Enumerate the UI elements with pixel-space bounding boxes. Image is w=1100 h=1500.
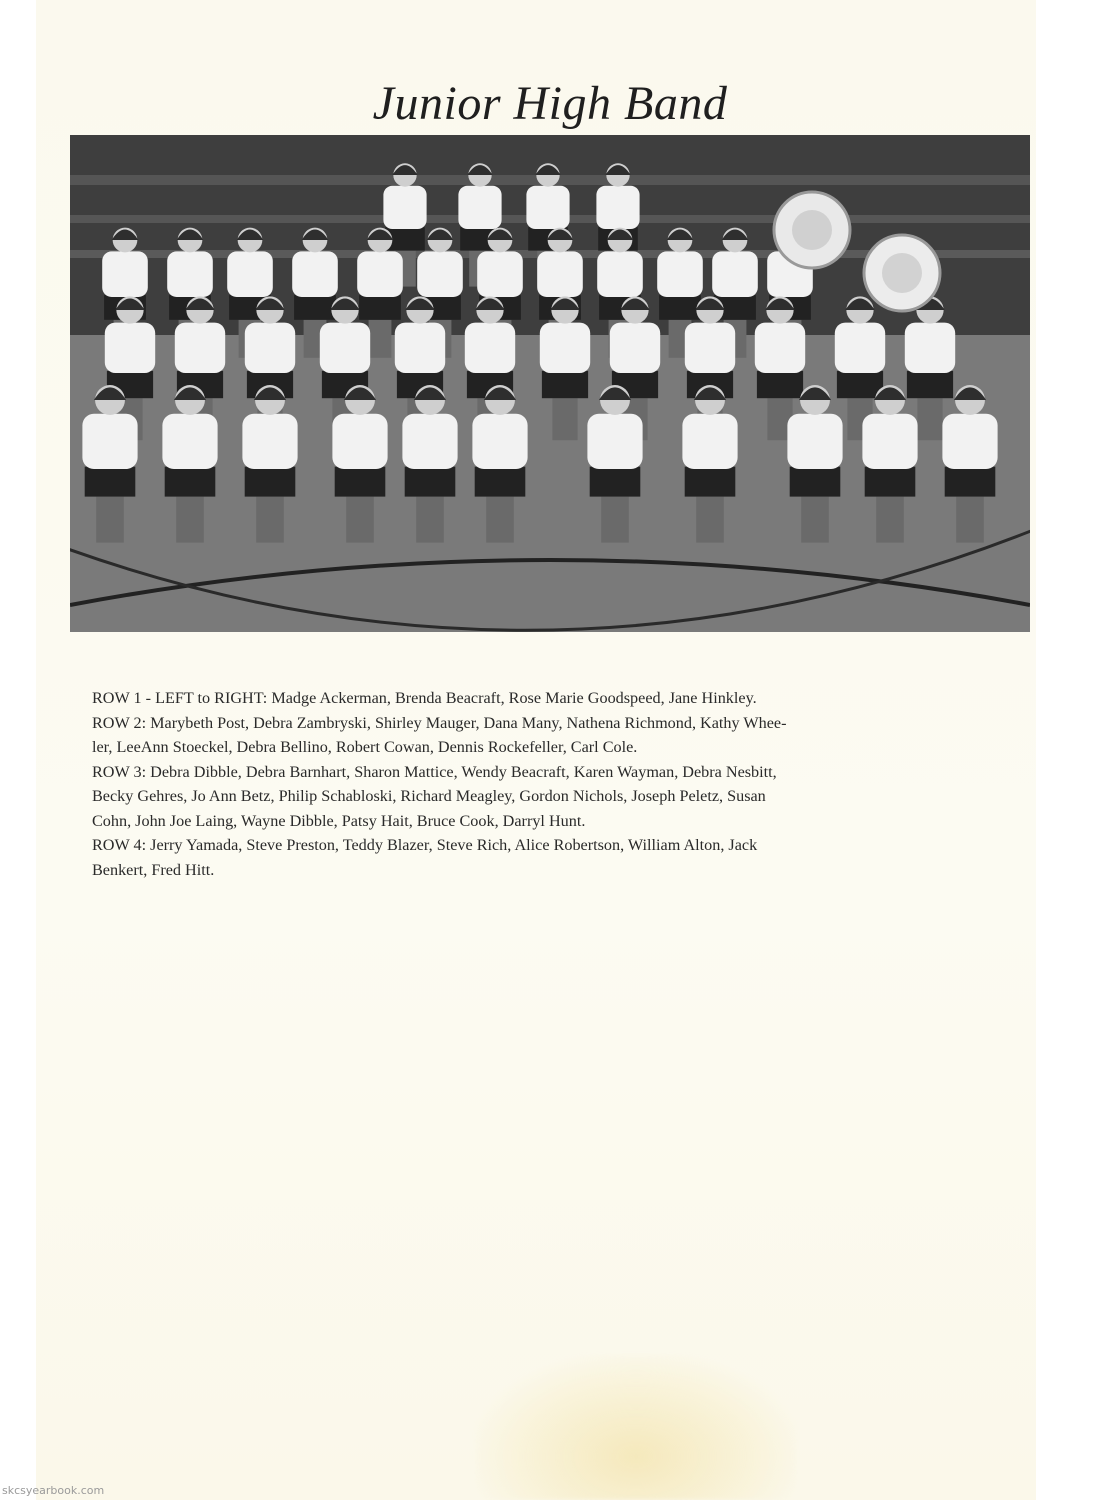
band-member-figure xyxy=(416,497,444,543)
band-member-figure xyxy=(472,414,527,469)
band-member-figure xyxy=(85,467,136,497)
band-member-figure xyxy=(540,323,590,373)
band-member-figure xyxy=(552,398,577,440)
caption-line: Becky Gehres, Jo Ann Betz, Philip Schabloski, Richard Meagley, Gordon Nichols, Joseph Peletz, Susan xyxy=(92,787,766,805)
band-member-figure xyxy=(383,186,426,229)
caption-line: ROW 4: Jerry Yamada, Steve Preston, Teddy Blazer, Steve Rich, Alice Robertson, William Alton, Jack xyxy=(92,836,758,854)
band-member-figure xyxy=(102,251,148,297)
band-member-figure xyxy=(610,323,660,373)
band-member-figure xyxy=(657,251,703,297)
band-member-figure xyxy=(526,186,569,229)
band-member-figure xyxy=(465,323,515,373)
band-member-figure xyxy=(357,251,403,297)
band-member-figure xyxy=(359,295,401,320)
band-member-figure xyxy=(712,251,758,297)
band-member-figure xyxy=(905,323,955,373)
band-member-figure xyxy=(105,323,155,373)
band-group-photo-icon xyxy=(70,135,1030,632)
band-member-figure xyxy=(835,323,885,373)
band-member-figure xyxy=(755,323,805,373)
band-member-figure xyxy=(395,323,445,373)
band-member-figure xyxy=(685,323,735,373)
band-member-figure xyxy=(542,371,588,398)
band-member-figure xyxy=(801,497,829,543)
band-member-figure xyxy=(245,323,295,373)
band-member-figure xyxy=(587,414,642,469)
band-member-figure xyxy=(82,414,137,469)
band-member-figure xyxy=(659,295,701,320)
band-member-figure xyxy=(596,186,639,229)
band-group-photo xyxy=(70,135,1030,632)
caption-line: ROW 1 - LEFT to RIGHT: Madge Ackerman, Brenda Beacraft, Rose Marie Goodspeed, Jane Hinkley. xyxy=(92,689,757,707)
band-member-figure xyxy=(865,467,916,497)
band-member-figure xyxy=(176,497,204,543)
band-member-figure xyxy=(876,497,904,543)
band-member-figure xyxy=(942,414,997,469)
caption-line: ROW 3: Debra Dibble, Debra Barnhart, Sharon Mattice, Wendy Beacraft, Karen Wayman, Debra Nesbitt, xyxy=(92,762,777,781)
band-member-figure xyxy=(601,497,629,543)
band-member-figure xyxy=(486,497,514,543)
band-member-figure xyxy=(417,251,463,297)
band-member-figure xyxy=(402,414,457,469)
band-member-figure xyxy=(242,414,297,469)
site-watermark: skcsyearbook.com xyxy=(2,1484,105,1497)
band-member-figure xyxy=(597,251,643,297)
caption-line: Cohn, John Joe Laing, Wayne Dibble, Patsy Hait, Bruce Cook, Darryl Hunt. xyxy=(92,811,586,830)
band-member-figure xyxy=(320,323,370,373)
band-member-figure xyxy=(837,371,883,398)
band-member-figure xyxy=(475,467,526,497)
caption-line: ROW 2: Marybeth Post, Debra Zambryski, Shirley Mauger, Dana Many, Nathena Richmond, Kathy Whee- xyxy=(92,713,787,732)
band-member-figure xyxy=(346,497,374,543)
band-member-figure xyxy=(458,186,501,229)
band-member-figure xyxy=(175,323,225,373)
band-member-figure xyxy=(167,251,213,297)
band-member-figure xyxy=(256,497,284,543)
band-member-figure xyxy=(945,467,996,497)
band-member-figure xyxy=(907,371,953,398)
band-member-figure xyxy=(590,467,641,497)
band-member-figure xyxy=(956,497,984,543)
band-member-figure xyxy=(696,497,724,543)
band-member-figure xyxy=(757,371,803,398)
band-member-figure xyxy=(787,414,842,469)
band-member-figure xyxy=(96,497,124,543)
band-member-figure xyxy=(332,414,387,469)
band-member-figure xyxy=(685,467,736,497)
band-member-figure xyxy=(862,414,917,469)
band-member-figure xyxy=(227,251,273,297)
band-member-figure xyxy=(162,414,217,469)
band-member-figure xyxy=(165,467,216,497)
band-member-figure xyxy=(294,295,336,320)
band-member-figure xyxy=(537,251,583,297)
band-roster-caption xyxy=(92,686,972,882)
band-member-figure xyxy=(335,467,386,497)
band-member-figure xyxy=(292,251,338,297)
band-member-figure xyxy=(245,467,296,497)
band-member-figure xyxy=(790,467,841,497)
caption-line: ler, LeeAnn Stoeckel, Debra Bellino, Robert Cowan, Dennis Rockefeller, Carl Cole. xyxy=(92,738,638,756)
paper-stain xyxy=(476,1355,796,1500)
band-member-figure xyxy=(682,414,737,469)
band-member-figure xyxy=(405,467,456,497)
caption-line: Benkert, Fred Hitt. xyxy=(92,860,215,879)
page-title: Junior High Band xyxy=(372,77,728,130)
band-member-figure xyxy=(477,251,523,297)
band-member-figure xyxy=(917,398,942,440)
band-member-figure xyxy=(369,320,392,358)
